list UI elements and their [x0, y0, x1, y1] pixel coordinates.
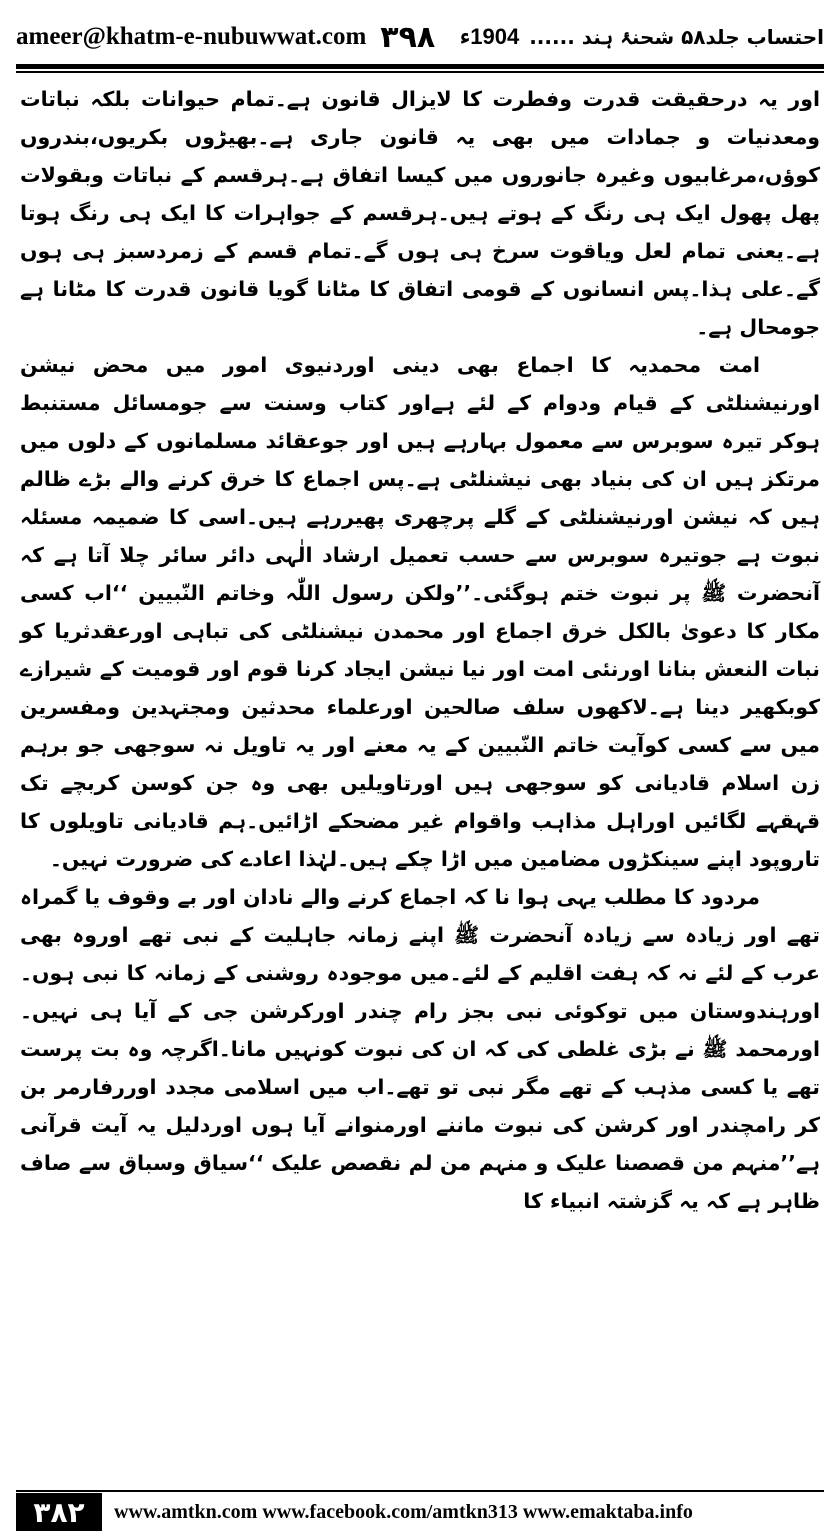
page-header [16, 14, 824, 60]
page-body [20, 80, 820, 1220]
header-right-group [460, 24, 824, 50]
header-left-group [16, 20, 435, 55]
header-rule-thick [16, 64, 824, 69]
header-year: 1904ء [459, 24, 520, 49]
paragraph-3: مردود کا مطلب یہی ہوا نا کہ اجماع کرنے والے نادان اور بے وقوف یا گمراہ تھے اور زیادہ سے زیادہ آنحضرت ﷺ اپنے زمانہ جاہلیت کے نبی تھے اوروہ بھی عرب کے لئے نہ کہ ہفت اقلیم کے لئے۔میں موجودہ روشنی کے زمانہ کا نبی ہوں۔اورہندوستان میں توکوئی نبی بجز رام چندر اورکرشن جی کے آیا ہی نہیں۔اورمحمد ﷺ نے بڑی غلطی کی کہ ان کی نبوت کونہیں مانا۔اگرچہ وہ بت پرست تھے یا کسی مذہب کے تھے مگر نبی تو تھے۔اب میں اسلامی مجدد اوررفارمر بن کر رامچندر اور کرشن کی نبوت ماننے اورمنوانے آیا ہوں اوردلیل یہ آیت قرآنی ہے’’منہم من قصصنا علیک و منہم من لم نقصص علیک ‘‘سیاق وسباق سے صاف ظاہر ہے کہ یہ گزشتہ انبیاء کا [20, 885, 820, 1213]
page-footer [16, 1492, 824, 1532]
header-book-title: احتساب جلد۵۸ شحنۂ ہند ...... [529, 25, 824, 49]
footer-urls: www.amtkn.com www.facebook.com/amtkn313 www.emaktaba.info [114, 1500, 693, 1523]
paragraph-1: اور یہ درحقیقت قدرت وفطرت کا لایزال قانون ہے۔تمام حیوانات بلکہ نباتات ومعدنیات و جمادات میں بھی یہ قانون جاری ہے۔بھیڑوں بکریوں،بندروں کوؤں،مرغابیوں وغیرہ جانوروں میں کیسا اتفاق ہے۔ہرقسم کے نباتات وبقولات پھل پھول ایک ہی رنگ کے ہوتے ہیں۔ہرقسم کے جواہرات کا ایک ہی رنگ ہوتا ہے۔یعنی تمام لعل ویاقوت سرخ ہی ہوں گے۔تمام قسم کے زمردسبز ہی ہوں گے۔علی ہذا۔پس انسانوں کے قومی اتفاق کا مٹانا گویا قانون قدرت کا مٹانا ہے جومحال ہے۔ [20, 87, 820, 339]
header-email: ameer@khatm-e-nubuwwat.com [16, 23, 367, 50]
header-rule-thin [16, 71, 824, 73]
header-page-number: ۳۹۸ [380, 19, 436, 55]
paragraph-2: امت محمدیہ کا اجماع بھی دینی اوردنیوی امور میں محض نیشن اورنیشنلٹی کے قیام ودوام کے لئے ہےاور کتاب وسنت سے جومسائل مستنبط ہوکر تیرہ سوبرس سے معمول بہارہے ہیں اور جوعقائد مسلمانوں کے دلوں میں مرتکز ہیں ان کی بنیاد بھی نیشنلٹی ہے۔پس اجماع کا خرق کرنے والے بڑے ظالم ہیں کہ نیشن اورنیشنلٹی کے گلے پرچھری پھیررہے ہیں۔اسی کا ضمیمہ مسئلہ نبوت ہے جوتیرہ سوبرس سے حسب تعمیل ارشاد الٰہی دائر سائر چلا آتا ہے کہ آنحضرت ﷺ پر نبوت ختم ہوگئی۔’’ولکن رسول اللّٰہ وخاتم النّبیین ‘‘اب کسی مکار کا دعویٰ بالکل خرق اجماع اور محمدن نیشنلٹی کی تباہی اورعقدثریا کو نبات النعش بنانا اورنئی امت اور نیا نیشن ایجاد کرنا قوم اور قومیت کے شیرازے کوبکھیر دینا ہے۔لاکھوں سلف صالحین اورعلماء محدثین ومجتہدین ومفسرین میں سے کسی کوآیت خاتم النّبیین کے یہ معنے اور یہ تاویل نہ سوجھی جو برہم زن اسلام قادیانی کو سوجھی ہیں اورتاویلیں بھی وہ جن کوسن کربچے تک قہقہے لگائیں اوراہل مذاہب واقوام غیر مضحکے اڑائیں۔ہم قادیانی تاویلوں کا تاروپود اپنے سینکڑوں مضامین میں اڑا چکے ہیں۔لہٰذا اعادے کی ضرورت نہیں۔ [20, 353, 820, 871]
footer-page-number: ۳۸۲ [16, 1493, 102, 1531]
